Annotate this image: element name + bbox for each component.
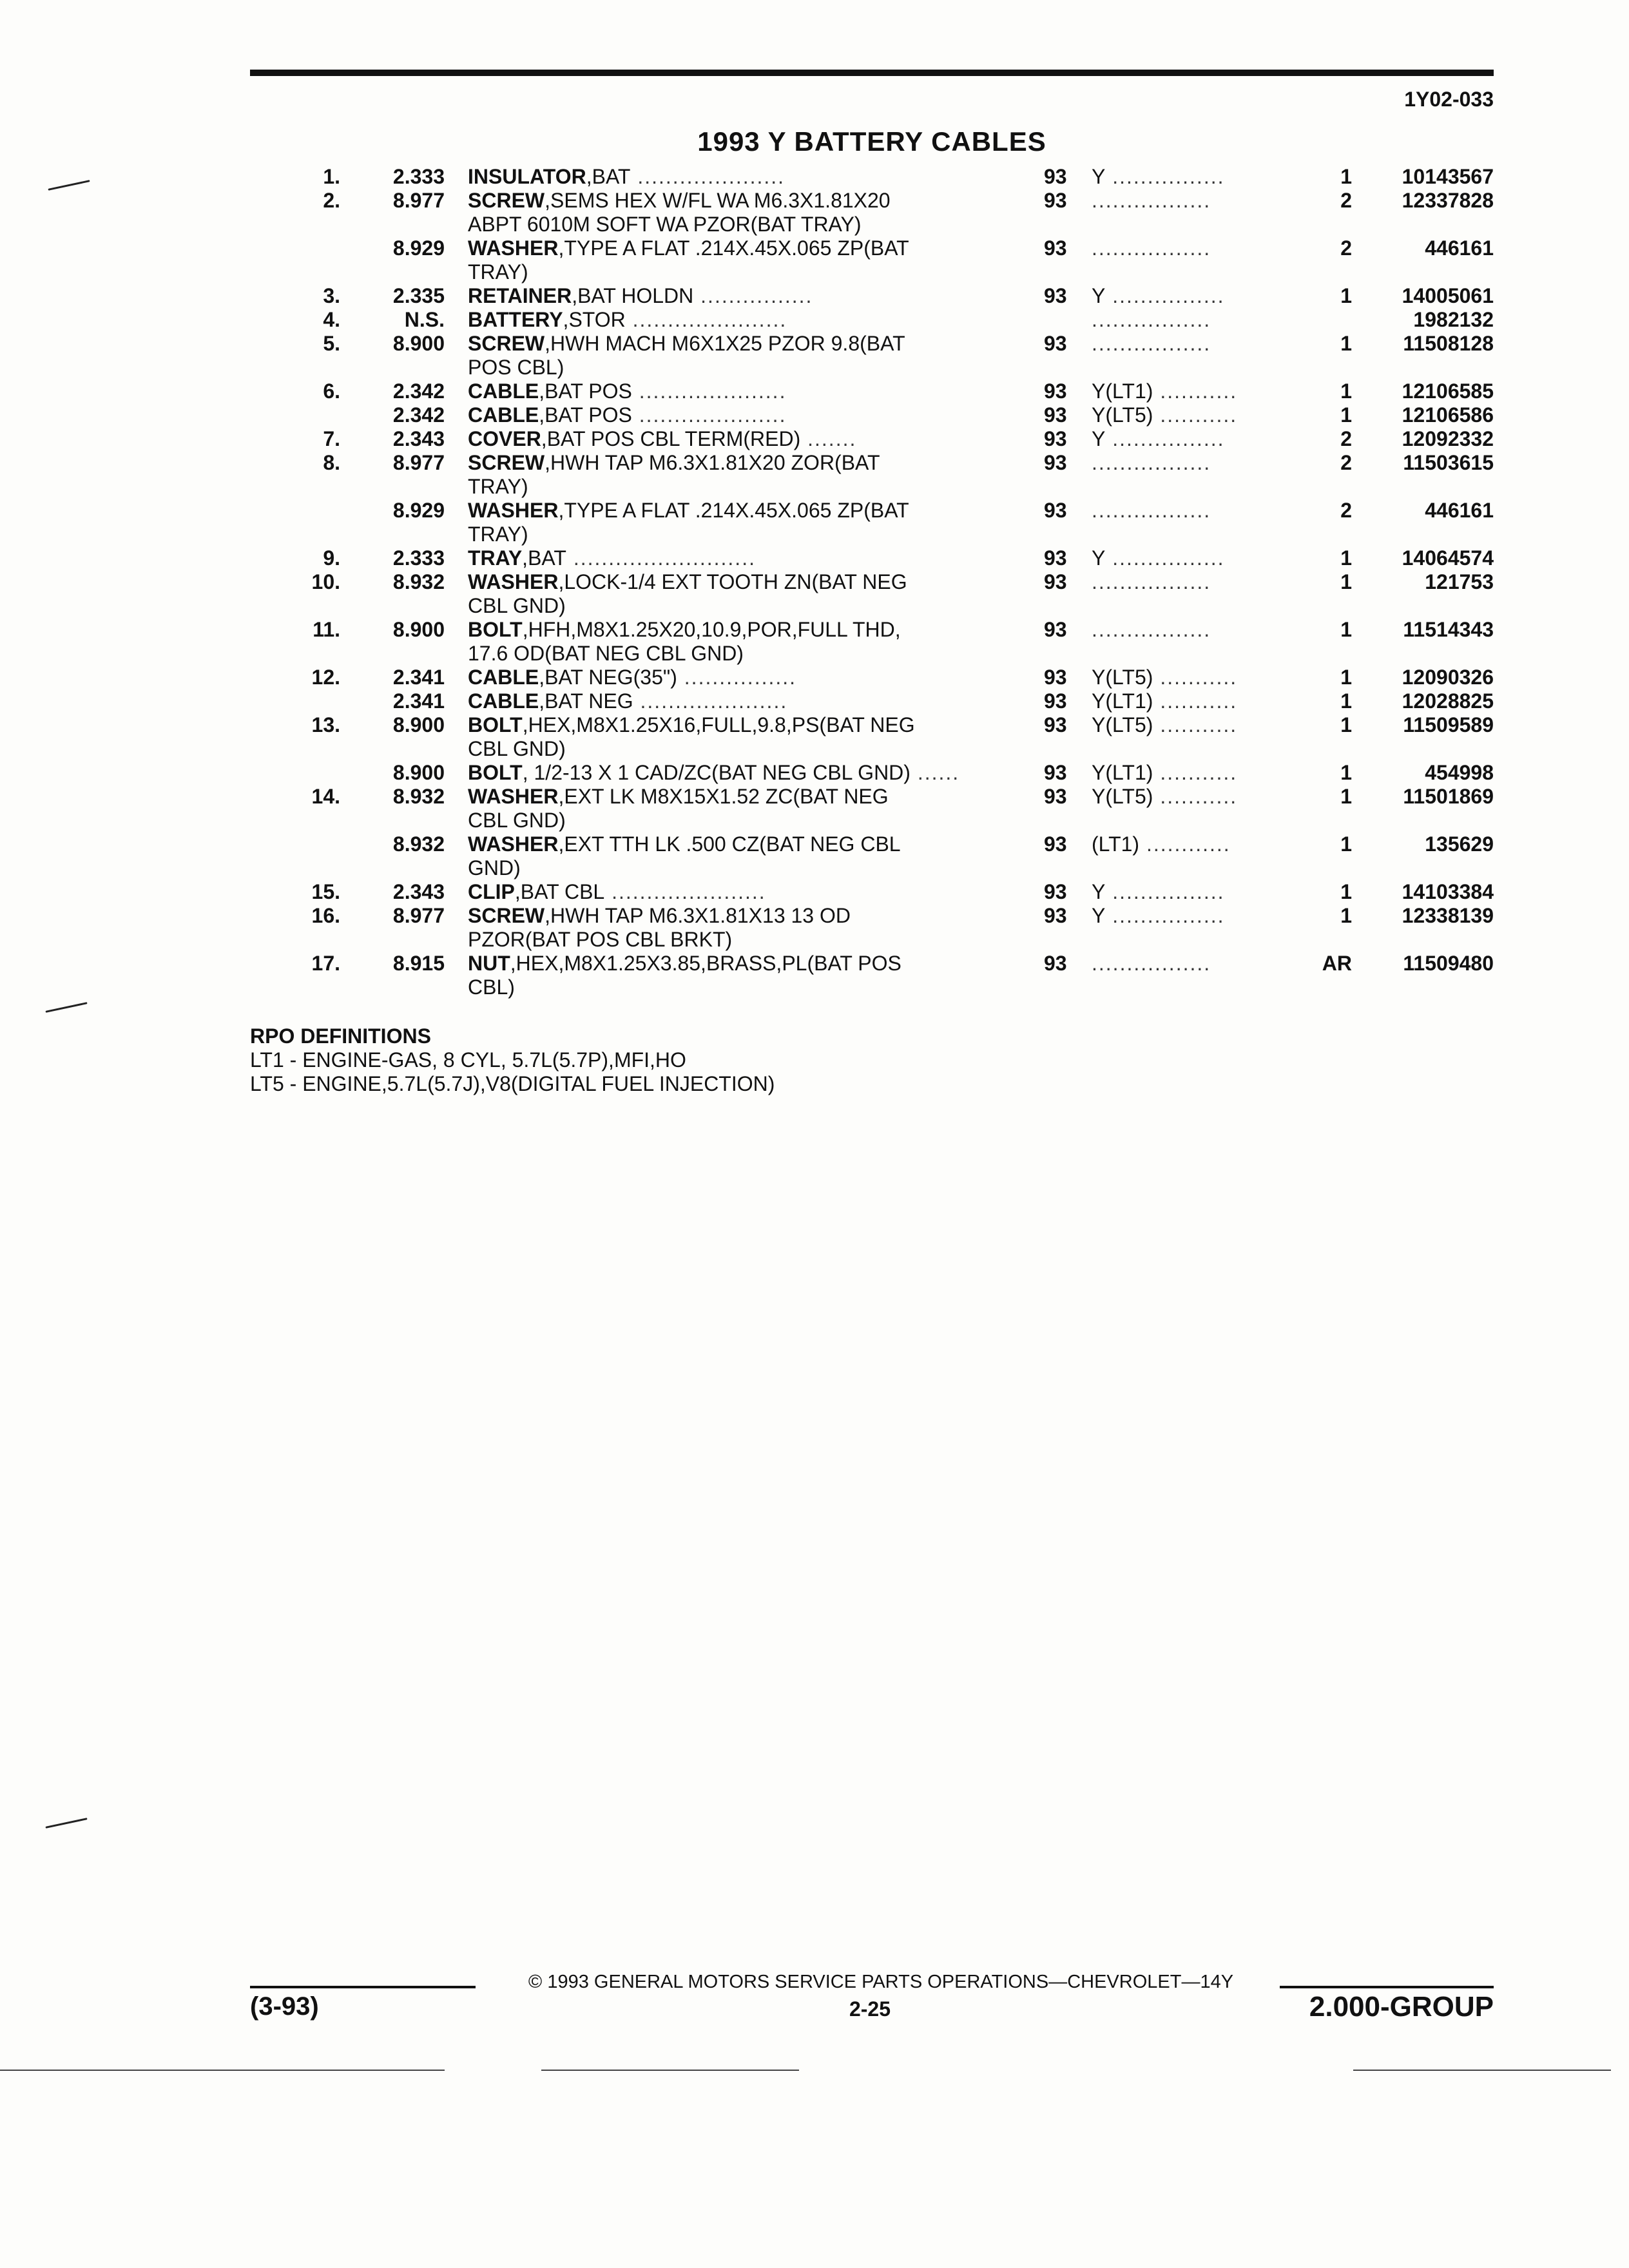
part-name: SCREW (468, 451, 545, 474)
model-year: 93 (1044, 952, 1067, 975)
group-number: 2.341 (392, 666, 445, 689)
part-desc-text: ,HWH MACH M6X1X25 PZOR 9.8(BAT (545, 332, 905, 355)
leader-dots: ................. (1092, 451, 1211, 474)
part-desc-continued: ABPT 6010M SOFT WA PZOR(BAT TRAY) (468, 213, 862, 236)
revision-date: (3-93) (250, 1992, 319, 2021)
leader-dots: ........... (1153, 403, 1238, 427)
model-year: 93 (1044, 761, 1067, 784)
series-value: Y (1092, 546, 1106, 570)
table-row (250, 761, 1494, 785)
leader-dots: ........... (1153, 761, 1238, 784)
part-number: 12090326 (1402, 666, 1494, 689)
series-code (1092, 284, 1311, 308)
model-year: 93 (1044, 570, 1067, 593)
margin-mark (45, 1002, 87, 1013)
part-number: 11514343 (1403, 618, 1494, 641)
quantity: 1 (1340, 570, 1352, 593)
group-number: N.S. (404, 308, 445, 331)
part-desc-continued: TRAY) (468, 523, 528, 546)
part-name: BOLT (468, 618, 523, 641)
item-number: 15. (311, 880, 340, 903)
part-desc-continued: CBL GND) (468, 594, 566, 617)
part-name: SCREW (468, 904, 545, 927)
group-number: 8.932 (392, 832, 445, 856)
leader-dots: ................ (1105, 546, 1225, 570)
group-number: 8.932 (392, 785, 445, 808)
leader-dots: ................. (1092, 332, 1211, 355)
part-desc-text: ,BAT CBL (514, 880, 605, 903)
part-number: 454998 (1425, 761, 1494, 784)
model-year: 93 (1044, 403, 1067, 427)
model-year: 93 (1044, 380, 1067, 403)
group-number: 8.900 (392, 332, 445, 355)
part-number: 14103384 (1402, 880, 1494, 903)
leader-dots: ..................... (630, 165, 786, 188)
table-row (250, 666, 1494, 689)
series-code (1092, 546, 1311, 570)
top-rule (250, 70, 1494, 76)
part-number: 14064574 (1402, 546, 1494, 570)
series-code (1092, 785, 1311, 809)
part-number: 12092332 (1402, 427, 1494, 450)
part-desc-continued: GND) (468, 856, 521, 879)
table-row (250, 785, 1494, 832)
series-value: Y(LT5) (1092, 403, 1153, 427)
doc-code: 1Y02-033 (1404, 88, 1494, 111)
part-desc-continued: CBL GND) (468, 737, 566, 760)
leader-dots: ...... (910, 761, 960, 784)
group-number: 8.900 (392, 761, 445, 784)
table-row (250, 570, 1494, 618)
leader-dots: ................. (1092, 308, 1211, 331)
leader-dots: ................ (677, 666, 797, 689)
series-value: Y(LT5) (1092, 785, 1153, 808)
part-number: 11503615 (1403, 451, 1494, 474)
model-year: 93 (1044, 499, 1067, 522)
scan-edge-line (1353, 2070, 1611, 2071)
leader-dots: ............ (1139, 832, 1231, 856)
group-number: 2.333 (392, 165, 445, 188)
series-code (1092, 952, 1311, 975)
group-number: 8.900 (392, 713, 445, 736)
series-code (1092, 499, 1311, 523)
series-value: Y (1092, 904, 1106, 927)
part-desc-text: ,BAT (522, 546, 566, 570)
quantity: 1 (1340, 380, 1352, 403)
part-desc-text: ,STOR (563, 308, 626, 331)
part-name: WASHER (468, 236, 559, 260)
item-number: 3. (323, 284, 340, 307)
quantity: 1 (1340, 761, 1352, 784)
group-number: 2.341 (392, 689, 445, 713)
series-value: Y (1092, 165, 1106, 188)
part-name: CABLE (468, 666, 539, 689)
part-desc-continued: CBL) (468, 975, 515, 999)
quantity: 1 (1340, 546, 1352, 570)
table-row (250, 427, 1494, 451)
part-name: CLIP (468, 880, 515, 903)
part-desc-text: ,TYPE A FLAT .214X.45X.065 ZP(BAT (558, 236, 909, 260)
series-value: Y (1092, 427, 1106, 450)
part-name: CABLE (468, 689, 539, 713)
part-desc-text: ,BAT POS (539, 380, 632, 403)
series-code (1092, 761, 1311, 785)
leader-dots: ........... (1153, 689, 1238, 713)
page-title: 1993 Y BATTERY CABLES (697, 126, 1046, 157)
part-name: SCREW (468, 189, 545, 212)
part-number: 10143567 (1402, 165, 1494, 188)
quantity: 2 (1340, 451, 1352, 474)
group-number: 2.333 (392, 546, 445, 570)
item-number: 8. (323, 451, 340, 474)
part-desc-continued: TRAY) (468, 260, 528, 284)
table-row (250, 380, 1494, 403)
item-number: 10. (311, 570, 340, 593)
group-number: 2.342 (392, 380, 445, 403)
leader-dots: ........... (1153, 380, 1238, 403)
table-row (250, 189, 1494, 236)
group-number: 2.342 (392, 403, 445, 427)
series-code (1092, 236, 1311, 260)
quantity: 1 (1340, 332, 1352, 355)
model-year: 93 (1044, 546, 1067, 570)
item-number: 14. (311, 785, 340, 808)
series-value: Y(LT5) (1092, 713, 1153, 736)
part-desc-text: ,HFH,M8X1.25X20,10.9,POR,FULL THD, (522, 618, 901, 641)
quantity: 1 (1340, 689, 1352, 713)
part-desc-text: ,BAT POS CBL TERM(RED) (541, 427, 801, 450)
part-desc-text: ,EXT TTH LK .500 CZ(BAT NEG CBL (558, 832, 901, 856)
table-row (250, 403, 1494, 427)
table-row (250, 499, 1494, 546)
leader-dots: ................. (1092, 236, 1211, 260)
series-code (1092, 689, 1311, 713)
table-row (250, 689, 1494, 713)
quantity: 2 (1340, 427, 1352, 450)
part-desc-continued: PZOR(BAT POS CBL BRKT) (468, 928, 733, 951)
part-name: TRAY (468, 546, 523, 570)
leader-dots: ................. (1092, 499, 1211, 522)
table-row (250, 236, 1494, 284)
item-number: 6. (323, 380, 340, 403)
part-desc-text: ,HEX,M8X1.25X3.85,BRASS,PL(BAT POS (510, 952, 901, 975)
part-number: 1982132 (1413, 308, 1494, 331)
item-number: 9. (323, 546, 340, 570)
part-name: RETAINER (468, 284, 572, 307)
part-number: 11501869 (1403, 785, 1494, 808)
leader-dots: ........... (1153, 713, 1238, 736)
leader-dots: ................. (1092, 570, 1211, 593)
part-desc-continued: TRAY) (468, 475, 528, 498)
part-name: BOLT (468, 761, 523, 784)
group-number: 8.977 (392, 904, 445, 927)
part-desc-text: ,EXT LK M8X15X1.52 ZC(BAT NEG (558, 785, 889, 808)
part-name: BATTERY (468, 308, 563, 331)
part-number: 12337828 (1402, 189, 1494, 212)
part-name: WASHER (468, 570, 559, 593)
model-year: 93 (1044, 713, 1067, 736)
leader-dots: ................. (1092, 952, 1211, 975)
part-name: WASHER (468, 499, 559, 522)
table-row (250, 546, 1494, 570)
leader-dots: ...................... (604, 880, 766, 903)
page-number: 2-25 (849, 1997, 891, 2021)
quantity: 1 (1340, 880, 1352, 903)
part-desc-text: ,BAT HOLDN (572, 284, 694, 307)
part-desc-continued: CBL GND) (468, 809, 566, 832)
leader-dots: ................ (1105, 427, 1225, 450)
parts-table (250, 165, 1494, 999)
series-code (1092, 380, 1311, 403)
model-year: 93 (1044, 427, 1067, 450)
model-year: 93 (1044, 332, 1067, 355)
part-number: 11509480 (1403, 952, 1494, 975)
item-number: 7. (323, 427, 340, 450)
part-desc-text: ,BAT (586, 165, 631, 188)
quantity: 1 (1340, 666, 1352, 689)
quantity: 1 (1340, 785, 1352, 808)
copyright-line: © 1993 GENERAL MOTORS SERVICE PARTS OPERATIONS—CHEVROLET—14Y (528, 1972, 1234, 1992)
group-label: 2.000-GROUP (1309, 1991, 1494, 2023)
table-row (250, 952, 1494, 999)
part-name: SCREW (468, 332, 545, 355)
item-number: 12. (311, 666, 340, 689)
part-name: CABLE (468, 403, 539, 427)
table-row (250, 713, 1494, 761)
rpo-lt5: LT5 - ENGINE,5.7L(5.7J),V8(DIGITAL FUEL INJECTION) (250, 1072, 775, 1095)
part-number: 11509589 (1403, 713, 1494, 736)
group-number: 8.977 (392, 451, 445, 474)
table-row (250, 284, 1494, 308)
model-year: 93 (1044, 666, 1067, 689)
part-name: NUT (468, 952, 510, 975)
part-number: 11508128 (1403, 332, 1494, 355)
model-year: 93 (1044, 165, 1067, 188)
group-number: 8.900 (392, 618, 445, 641)
quantity: 1 (1340, 904, 1352, 927)
item-number: 16. (311, 904, 340, 927)
series-code (1092, 618, 1311, 642)
group-number: 8.929 (392, 236, 445, 260)
leader-dots: ........... (1153, 785, 1238, 808)
series-code (1092, 451, 1311, 475)
item-number: 4. (323, 308, 340, 331)
group-number: 8.929 (392, 499, 445, 522)
scan-edge-line (0, 2070, 445, 2071)
model-year: 93 (1044, 832, 1067, 856)
series-value: Y(LT5) (1092, 666, 1153, 689)
part-desc-text: ,TYPE A FLAT .214X.45X.065 ZP(BAT (558, 499, 909, 522)
model-year: 93 (1044, 880, 1067, 903)
series-code (1092, 570, 1311, 594)
quantity: 1 (1340, 165, 1352, 188)
part-number: 446161 (1425, 236, 1494, 260)
part-name: BOLT (468, 713, 523, 736)
part-desc-continued: POS CBL) (468, 356, 564, 379)
part-number: 14005061 (1402, 284, 1494, 307)
leader-dots: ................ (693, 284, 813, 307)
series-code (1092, 666, 1311, 689)
part-desc-text: ,SEMS HEX W/FL WA M6.3X1.81X20 (545, 189, 891, 212)
item-number: 17. (311, 952, 340, 975)
quantity: 1 (1340, 403, 1352, 427)
group-number: 8.977 (392, 189, 445, 212)
rpo-definitions (250, 1024, 775, 1096)
rpo-heading: RPO DEFINITIONS (250, 1024, 431, 1048)
leader-dots: ................. (1092, 189, 1211, 212)
series-value: Y(LT1) (1092, 380, 1153, 403)
scan-edge-line (541, 2070, 799, 2071)
quantity: 1 (1340, 618, 1352, 641)
margin-mark (45, 1818, 87, 1829)
part-number: 121753 (1425, 570, 1494, 593)
leader-dots: ................. (1092, 618, 1211, 641)
quantity: 1 (1340, 284, 1352, 307)
part-number: 12106586 (1402, 403, 1494, 427)
part-desc-text: ,HEX,M8X1.25X16,FULL,9.8,PS(BAT NEG (522, 713, 915, 736)
series-code (1092, 832, 1311, 856)
model-year: 93 (1044, 785, 1067, 808)
part-number: 12106585 (1402, 380, 1494, 403)
quantity: 2 (1340, 236, 1352, 260)
part-desc-text: ,HWH TAP M6.3X1.81X20 ZOR(BAT (545, 451, 880, 474)
part-desc-text: ,HWH TAP M6.3X1.81X13 13 OD (545, 904, 851, 927)
series-value: Y(LT1) (1092, 761, 1153, 784)
table-row (250, 832, 1494, 880)
series-value: (LT1) (1092, 832, 1140, 856)
table-row (250, 451, 1494, 499)
leader-dots: ................ (1105, 904, 1225, 927)
leader-dots: ........... (1153, 666, 1238, 689)
part-name: COVER (468, 427, 541, 450)
rpo-lt1: LT1 - ENGINE-GAS, 8 CYL, 5.7L(5.7P),MFI,HO (250, 1048, 686, 1072)
footer-rule-right (1280, 1986, 1494, 1988)
table-row (250, 332, 1494, 380)
part-desc-text: ,BAT POS (539, 403, 632, 427)
table-row (250, 904, 1494, 952)
quantity: 2 (1340, 499, 1352, 522)
leader-dots: ..................... (631, 403, 787, 427)
series-code (1092, 880, 1311, 904)
group-number: 2.343 (392, 880, 445, 903)
part-name: WASHER (468, 785, 559, 808)
series-code (1092, 427, 1311, 451)
margin-mark (48, 180, 90, 191)
part-desc-continued: 17.6 OD(BAT NEG CBL GND) (468, 642, 744, 665)
group-number: 2.343 (392, 427, 445, 450)
item-number: 1. (323, 165, 340, 188)
model-year: 93 (1044, 284, 1067, 307)
table-row (250, 165, 1494, 189)
series-code (1092, 332, 1311, 356)
part-number: 12028825 (1402, 689, 1494, 713)
part-desc-text: ,BAT NEG(35") (539, 666, 677, 689)
series-code (1092, 189, 1311, 213)
model-year: 93 (1044, 236, 1067, 260)
leader-dots: ....... (800, 427, 857, 450)
series-code (1092, 308, 1311, 332)
series-value: Y (1092, 284, 1106, 307)
part-name: WASHER (468, 832, 559, 856)
series-code (1092, 713, 1311, 737)
part-desc-text: ,LOCK-1/4 EXT TOOTH ZN(BAT NEG (558, 570, 907, 593)
part-name: CABLE (468, 380, 539, 403)
leader-dots: .......................... (566, 546, 756, 570)
quantity: 1 (1340, 832, 1352, 856)
group-number: 8.932 (392, 570, 445, 593)
leader-dots: ...................... (625, 308, 787, 331)
item-number: 11. (313, 618, 340, 641)
series-code (1092, 165, 1311, 189)
part-number: 12338139 (1402, 904, 1494, 927)
table-row (250, 618, 1494, 666)
series-value: Y(LT1) (1092, 689, 1153, 713)
item-number: 5. (323, 332, 340, 355)
model-year: 93 (1044, 689, 1067, 713)
series-value: Y (1092, 880, 1106, 903)
leader-dots: ................ (1105, 880, 1225, 903)
leader-dots: ................ (1105, 165, 1225, 188)
table-row (250, 880, 1494, 904)
item-number: 13. (311, 713, 340, 736)
series-code (1092, 403, 1311, 427)
quantity: 1 (1340, 713, 1352, 736)
leader-dots: ..................... (633, 689, 788, 713)
leader-dots: ..................... (631, 380, 787, 403)
group-number: 8.915 (392, 952, 445, 975)
part-desc-text: ,BAT NEG (539, 689, 633, 713)
table-row (250, 308, 1494, 332)
quantity: AR (1322, 952, 1352, 975)
model-year: 93 (1044, 904, 1067, 927)
footer-rule-left (250, 1986, 476, 1988)
model-year: 93 (1044, 618, 1067, 641)
series-code (1092, 904, 1311, 928)
part-number: 446161 (1425, 499, 1494, 522)
part-name: INSULATOR (468, 165, 586, 188)
model-year: 93 (1044, 451, 1067, 474)
leader-dots: ................ (1105, 284, 1225, 307)
part-number: 135629 (1425, 832, 1494, 856)
part-desc-text: , 1/2-13 X 1 CAD/ZC(BAT NEG CBL GND) (522, 761, 911, 784)
quantity: 2 (1340, 189, 1352, 212)
model-year: 93 (1044, 189, 1067, 212)
group-number: 2.335 (392, 284, 445, 307)
item-number: 2. (323, 189, 340, 212)
